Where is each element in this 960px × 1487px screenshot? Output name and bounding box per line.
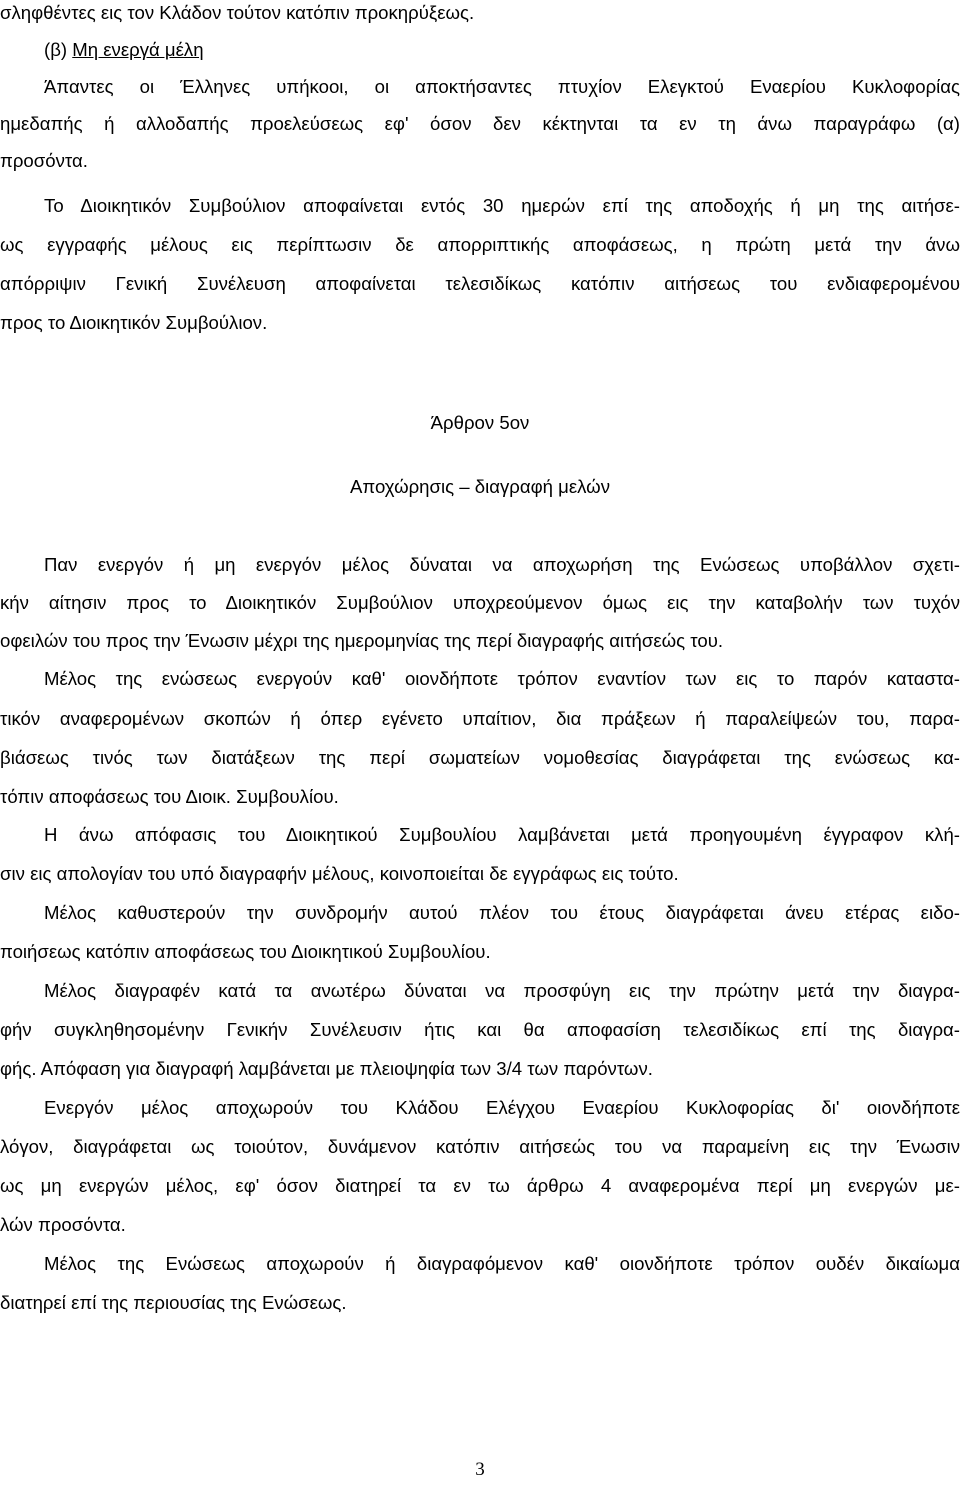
article-title: Άρθρον 5ον (430, 412, 530, 433)
text-line: Ενεργόν μέλος αποχωρούν του Κλάδου Ελέγχου Εναερίου Κυκλοφορίας δι' οιονδήποτε (44, 1097, 960, 1118)
text-line: οφειλών του προς την Ένωσιν μέχρι της ημερομηνίας της περί διαγραφής αιτήσεώς του. (0, 630, 724, 651)
text-line: προσόντα. (0, 150, 88, 171)
text-line: Μέλος καθυστερούν την συνδρομήν αυτού πλέον του έτους διαγράφεται άνευ ετέρας ειδο- (44, 902, 960, 923)
section-marker: (β) (44, 39, 73, 60)
text-line: κήν αίτησιν προς το Διοικητικόν Συμβούλιον υποχρεούμενον όμως εις την καταβολήν των τυχόν (0, 592, 960, 613)
section-heading: Μη ενεργά μέλη (72, 39, 204, 60)
text-line: ποιήσεως κατόπιν αποφάσεως του Διοικητικού Συμβουλίου. (0, 941, 491, 962)
article-subtitle: Αποχώρησις – διαγραφή μελών (350, 476, 610, 497)
text-line: σιν εις απολογίαν του υπό διαγραφήν μέλους, κοινοποιείται δε εγγράφως εις τούτο. (0, 863, 679, 884)
text-line: τόπιν αποφάσεως του Διοικ. Συμβουλίου. (0, 786, 339, 807)
text-line: σληφθέντες εις τον Κλάδον τούτον κατόπιν προκηρύξεως. (0, 2, 475, 23)
text-line: Μέλος της ενώσεως ενεργούν καθ' οιονδήποτε τρόπον εναντίον των εις το παρόν καταστα- (44, 668, 960, 689)
section-heading-line (44, 37, 960, 63)
text-line: Το Διοικητικόν Συμβούλιον αποφαίνεται εντός 30 ημερών επί της αποδοχής ή μη της αιτήσε- (44, 195, 960, 216)
text-line: φής. Απόφαση για διαγραφή λαμβάνεται με πλειοψηφία των 3/4 των παρόντων. (0, 1058, 653, 1079)
text-line: Η άνω απόφασις του Διοικητικού Συμβουλίου λαμβάνεται μετά προηγουμένη έγγραφον κλή- (44, 824, 960, 845)
text-line: τικόν αναφερομένων σκοπών ή όπερ εγένετο υπαίτιον, δια πράξεων ή παραλείψεών του, παρα- (0, 708, 960, 729)
text-line: φήν συγκληθησομένην Γενικήν Συνέλευσιν ήτις και θα αποφασίση τελεσιδίκως επί της διαγρα- (0, 1019, 960, 1040)
text-line: βιάσεως τινός των διατάξεων της περί σωματείων νομοθεσίας διαγράφεται της ενώσεως κα- (0, 747, 960, 768)
page-number: 3 (475, 1459, 485, 1480)
text-line: λών προσόντα. (0, 1214, 126, 1235)
text-line: απόρριψιν Γενική Συνέλευση αποφαίνεται τελεσιδίκως κατόπιν αιτήσεως του ενδιαφερομένου (0, 273, 960, 294)
text-line: ως εγγραφής μέλους εις περίπτωσιν δε απορριπτικής αποφάσεως, η πρώτη μετά την άνω (0, 234, 960, 255)
text-line: Μέλος της Ενώσεως αποχωρούν ή διαγραφόμενον καθ' οιονδήποτε τρόπον ουδέν δικαίωμα (44, 1253, 960, 1274)
text-line: Μέλος διαγραφέν κατά τα ανωτέρω δύναται να προσφύγη εις την πρώτην μετά την διαγρα- (44, 980, 960, 1001)
text-line: προς το Διοικητικόν Συμβούλιον. (0, 312, 268, 333)
text-line: διατηρεί επί της περιουσίας της Ενώσεως. (0, 1292, 347, 1313)
text-line: Άπαντες οι Έλληνες υπήκοοι, οι αποκτήσαντες πτυχίον Ελεγκτού Εναερίου Κυκλοφορίας (44, 76, 960, 97)
text-line: Παν ενεργόν ή μη ενεργόν μέλος δύναται να αποχωρήση της Ενώσεως υποβάλλον σχετι- (44, 554, 960, 575)
text-line: λόγον, διαγράφεται ως τοιούτον, δυνάμενον κατόπιν αιτήσεώς του να παραμείνη εις την Ένωσιν (0, 1136, 960, 1157)
text-line: ημεδαπής ή αλλοδαπής προελεύσεως εφ' όσον δεν κέκτηνται τα εν τη άνω παραγράφω (α) (0, 113, 960, 134)
text-line: ως μη ενεργών μέλος, εφ' όσον διατηρεί τα εν τω άρθρω 4 αναφερομένα περί μη ενεργών με- (0, 1175, 960, 1196)
